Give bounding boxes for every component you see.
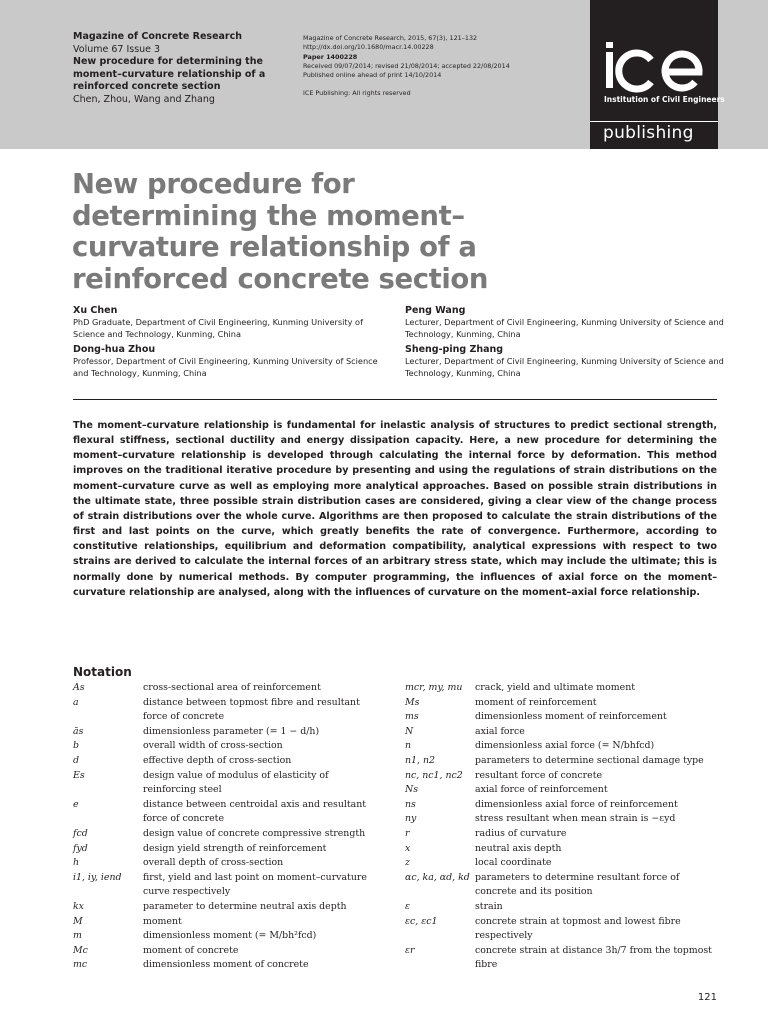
notation-symbol: z (405, 857, 410, 869)
notation-row (73, 871, 373, 900)
notation-symbol: b (73, 740, 80, 752)
notation-heading: Notation (73, 665, 132, 679)
notation-symbol: a (73, 696, 79, 708)
citation: Magazine of Concrete Research, 2015, 67(3), 121–132 (303, 34, 478, 42)
notation-definition: concrete strain at topmost and lowest fibre respectively (475, 915, 681, 942)
notation-row (405, 900, 717, 915)
notation-definition: axial force (475, 725, 525, 737)
notation-symbol: r (405, 827, 410, 839)
notation-row (405, 696, 717, 711)
notation-row (73, 900, 373, 915)
notation-definition: axial force of reinforcement (475, 784, 608, 796)
ice-logo-subtitle: Institution of Civil Engineers (604, 95, 725, 104)
ice-publishing-logo (590, 0, 725, 149)
notation-row (405, 842, 717, 857)
header-left-block (73, 31, 288, 106)
notation-row (405, 710, 717, 725)
author-name: Xu Chen (73, 305, 118, 316)
author-block (73, 304, 393, 340)
notation-row (405, 827, 717, 842)
author-name: Peng Wang (405, 305, 466, 316)
notation-left-column (73, 681, 373, 973)
notation-definition: moment (143, 915, 182, 927)
notation-symbol: fyd (73, 842, 88, 854)
notation-symbol: nc, nc1, nc2 (405, 769, 463, 781)
notation-row (405, 754, 717, 769)
notation-row (73, 754, 373, 769)
ice-logo-publishing: publishing (603, 123, 694, 143)
notation-definition: distance between centroidal axis and resultant force of concrete (143, 798, 367, 825)
notation-definition: stress resultant when mean strain is −εyd (475, 813, 676, 825)
logo-divider (590, 121, 718, 122)
journal-volume: Volume 67 Issue 3 (73, 43, 161, 55)
notation-row (73, 929, 373, 944)
notation-symbol: N (405, 725, 414, 737)
notation-definition: dimensionless parameter (= 1 − d/h) (143, 725, 320, 737)
notation-definition: resultant force of concrete (475, 769, 603, 781)
notation-symbol: m (73, 930, 82, 942)
running-authors: Chen, Zhou, Wang and Zhang (73, 93, 215, 105)
author-affiliation: Professor, Department of Civil Engineering, Kunming University of Science and Technology, Kunming, China (73, 356, 378, 379)
notation-definition: dimensionless moment of concrete (143, 959, 309, 971)
notation-row (405, 725, 717, 740)
notation-symbol: ε (405, 900, 411, 912)
running-title: New procedure for determining the moment–curvature relationship of a reinforced concrete section (73, 56, 266, 92)
notation-right-column (405, 681, 717, 973)
notation-definition: effective depth of cross-section (143, 754, 292, 766)
notation-row (73, 739, 373, 754)
doi-link[interactable]: http://dx.doi.org/10.1680/macr.14.00228 (303, 43, 434, 52)
notation-symbol: ny (405, 813, 417, 825)
article-title: New procedure for determining the moment–curvature relationship of a reinforced concrete section (72, 168, 489, 295)
notation-definition: dimensionless moment of reinforcement (475, 711, 667, 723)
header-citation-block (303, 34, 573, 99)
author-name: Sheng-ping Zhang (405, 344, 504, 356)
notation-row (405, 739, 717, 754)
notation-symbol: i1, iy, iend (73, 871, 122, 883)
notation-symbol: d (73, 754, 80, 766)
notation-definition: moment of concrete (143, 944, 239, 956)
notation-definition: design value of modulus of elasticity of reinforcing steel (143, 769, 329, 796)
notation-definition: first, yield and last point on moment–curvature curve respectively (143, 871, 367, 898)
paper-number: Paper 1400228 (303, 52, 358, 61)
notation-symbol: M (73, 915, 83, 927)
notation-symbol: mc (73, 959, 88, 971)
authors-left-column (73, 304, 393, 383)
notation-row (73, 681, 373, 696)
notation-symbol: x (405, 842, 411, 854)
journal-header (0, 0, 768, 149)
notation-symbol: εr (405, 944, 415, 956)
notation-symbol: e (73, 798, 79, 810)
notation-row (73, 827, 373, 842)
notation-symbol: mcr, my, mu (405, 682, 463, 693)
author-name: Dong-hua Zhou (73, 344, 156, 356)
notation-definition: crack, yield and ultimate moment (475, 682, 635, 693)
notation-symbol: Es (73, 769, 85, 781)
notation-row (73, 769, 373, 798)
notation-row (405, 681, 717, 696)
notation-symbol: Mc (73, 944, 88, 956)
notation-row (73, 856, 373, 871)
notation-definition: design yield strength of reinforcement (143, 842, 327, 854)
notation-definition: dimensionless axial force of reinforcement (475, 798, 678, 810)
notation-definition: dimensionless moment (= M/bh²fcd) (143, 930, 317, 942)
notation-definition: cross-sectional area of reinforcement (143, 682, 321, 693)
notation-symbol: h (73, 857, 80, 869)
notation-definition: local coordinate (475, 857, 552, 869)
notation-row (405, 915, 717, 944)
notation-symbol: ns (405, 798, 416, 810)
notation-definition: strain (475, 900, 503, 912)
author-affiliation: Lecturer, Department of Civil Engineering, Kunming University of Science and Technology, Kunming, China (405, 317, 724, 339)
notation-row (73, 696, 373, 725)
notation-row (405, 783, 717, 798)
notation-symbol: n1, n2 (405, 754, 435, 766)
notation-row (73, 944, 373, 959)
notation-row (405, 856, 717, 871)
author-affiliation: PhD Graduate, Department of Civil Engineering, Kunming University of Science and Technology, Kunming, China (73, 317, 363, 339)
notation-definition: overall depth of cross-section (143, 857, 284, 869)
notation-definition: overall width of cross-section (143, 740, 283, 752)
notation-row (73, 798, 373, 827)
notation-row (73, 958, 373, 973)
notation-symbol: αc, ka, αd, kd (405, 871, 470, 883)
history-dates: Received 09/07/2014; revised 21/08/2014; accepted 22/08/2014 (303, 61, 510, 70)
notation-row (405, 769, 717, 784)
notation-row (405, 798, 717, 813)
notation-symbol: fcd (73, 827, 88, 839)
section-divider (73, 399, 717, 400)
authors-right-column (405, 304, 725, 383)
rights-statement: ICE Publishing: All rights reserved (303, 89, 411, 98)
notation-definition: moment of reinforcement (475, 696, 597, 708)
notation-symbol: Ns (405, 784, 419, 796)
notation-definition: radius of curvature (475, 827, 567, 839)
author-block (73, 343, 393, 379)
notation-row (73, 725, 373, 740)
notation-definition: distance between topmost fibre and resultant force of concrete (143, 696, 360, 723)
notation-row (405, 944, 717, 973)
notation-row (405, 871, 717, 900)
journal-name: Magazine of Concrete Research (73, 31, 243, 42)
notation-definition: parameter to determine neutral axis depth (143, 900, 347, 912)
notation-definition: dimensionless axial force (= N/bhfcd) (475, 740, 655, 752)
notation-symbol: kx (73, 900, 84, 912)
published-date: Published online ahead of print 14/10/2014 (303, 71, 442, 80)
notation-symbol: Ms (405, 696, 420, 708)
notation-symbol: n (405, 740, 412, 752)
notation-definition: parameters to determine resultant force of concrete and its position (475, 871, 680, 898)
notation-definition: neutral axis depth (475, 842, 562, 854)
notation-row (405, 812, 717, 827)
notation-symbol: εc, εc1 (405, 915, 438, 927)
notation-row (73, 915, 373, 930)
notation-symbol: As (73, 682, 85, 693)
page-number: 121 (697, 992, 717, 1003)
author-affiliation: Lecturer, Department of Civil Engineering, Kunming University of Science and Technology, Kunming, China (405, 356, 724, 379)
notation-symbol: ms (405, 711, 419, 723)
notation-definition: design value of concrete compressive strength (143, 827, 366, 839)
notation-row (73, 842, 373, 857)
author-block (405, 304, 725, 340)
notation-definition: parameters to determine sectional damage type (475, 754, 704, 766)
author-block (405, 343, 725, 379)
abstract: The moment–curvature relationship is fundamental for inelastic analysis of structures to predict sectional strength, flexural stiffness, sectional ductility and energy dissipation capacity. Here, a new procedure for determining the moment–curvature relationship is developed through calculating the internal force by deformation. This method improves on the traditional iterative procedure by presenting and using the regulations of strain distributions on the moment–curvature curve as well as employing more analytical approaches. Based on possible strain distributions in the ultimate state, three possible strain distribution cases are considered, giving a clear view of the change process of strain distributions over the whole curve. Algorithms are then proposed to calculate the strain distributions of the first and last points on the curve, which greatly benefits the rate of convergence. Furthermore, according to constitutive relationships, equilibrium and deformation compatibility, analytical expressions with respect to two strains are derived to calculate the internal forces of an arbitrary stress state, which may include the ultimate; this is normally done by numerical methods. By computer programming, the influences of axial force on the moment–curvature relationship are analysed, along with the influences of curvature on the moment–axial force relationship. (73, 420, 717, 598)
notation-definition: concrete strain at distance 3h/7 from the topmost fibre (475, 944, 712, 971)
notation-symbol: ās (73, 725, 84, 737)
